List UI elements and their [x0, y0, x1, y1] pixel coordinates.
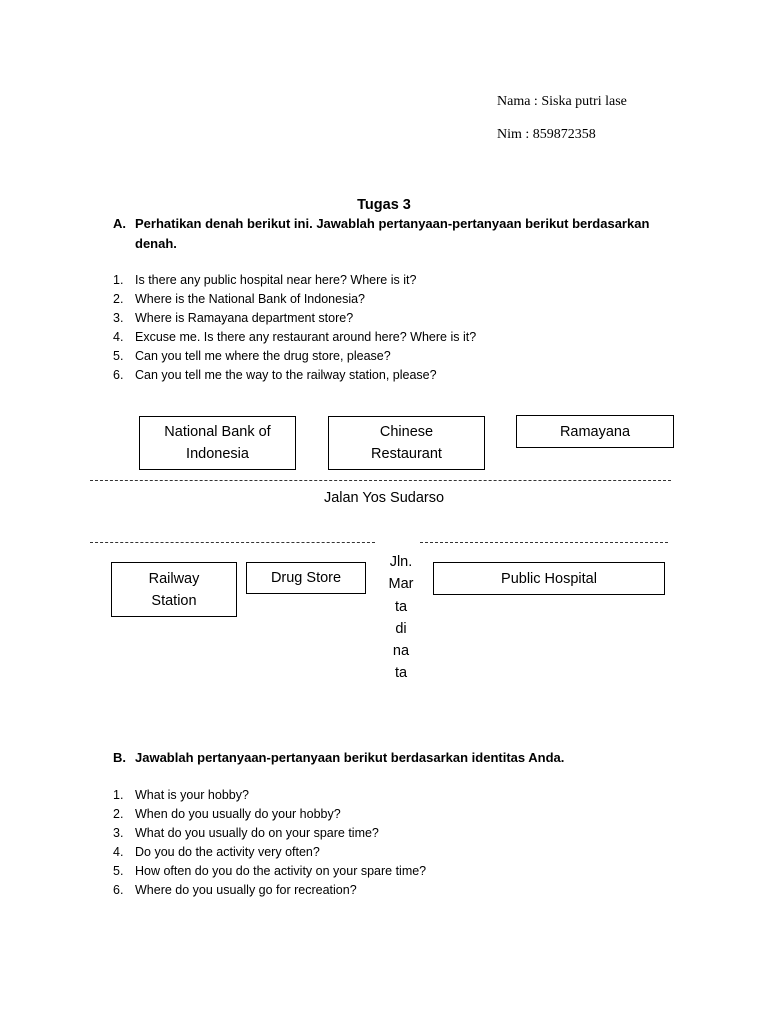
list-item-number: 2. [113, 807, 124, 821]
map-drug-store-label: Drug Store [270, 570, 342, 586]
map-railway-station-label-line1: Railway [148, 570, 200, 587]
list-item-text: How often do you do the activity on your spare time? [135, 864, 427, 878]
list-item-text: Is there any public hospital near here? Where is it? [135, 273, 417, 287]
side-street-label-part: Mar [388, 576, 414, 593]
map-ramayana-label: Ramayana [559, 423, 631, 440]
list-item-number: 4. [113, 330, 124, 344]
section-b-letter: B. [113, 750, 126, 765]
list-item-number: 1. [113, 273, 124, 287]
section-b-instruction: Jawablah pertanyaan-pertanyaan berikut berdasarkan identitas Anda. [135, 750, 565, 765]
side-street-label-part: Jln. [389, 554, 413, 570]
map-chinese-restaurant-label-line1: Chinese [379, 424, 434, 440]
section-a-instruction-line2: denah. [135, 236, 177, 251]
list-item-number: 2. [113, 292, 124, 306]
section-a-instruction-line1: Perhatikan denah berikut ini. Jawablah pertanyaan-pertanyaan berikut berdasarkan [135, 216, 650, 231]
section-a-letter: A. [113, 216, 126, 231]
list-item-text: Excuse me. Is there any restaurant around here? Where is it? [135, 330, 477, 344]
side-street-label-part: ta [394, 665, 408, 682]
list-item-text: Do you do the activity very often? [135, 845, 320, 859]
map-public-hospital [433, 562, 665, 595]
side-street-label-part: na [392, 643, 410, 660]
map-ramayana [516, 415, 674, 448]
side-street-label-part: ta [394, 598, 408, 615]
map-national-bank-label-line2: Indonesia [186, 446, 249, 462]
street-edge-top [90, 480, 671, 481]
list-item-text: Where is the National Bank of Indonesia? [135, 292, 365, 306]
list-item-number: 5. [113, 349, 124, 363]
list-item-number: 3. [113, 826, 124, 840]
list-item-text: What is your hobby? [135, 788, 249, 802]
map-railway-station [111, 562, 237, 617]
list-item-text: Where do you usually go for recreation? [135, 883, 357, 897]
list-item-number: 5. [113, 864, 124, 878]
list-item-number: 6. [113, 883, 124, 897]
map-national-bank [139, 416, 296, 470]
side-street-label [380, 551, 422, 685]
street-edge-bottom-right [420, 542, 668, 543]
map-drug-store [246, 562, 366, 594]
map-railway-station-label-line2: Station [151, 592, 197, 609]
list-item-number: 4. [113, 845, 124, 859]
side-street-label-part: di [395, 620, 407, 637]
street-label: Jalan Yos Sudarso [323, 490, 445, 506]
map-public-hospital-label: Public Hospital [501, 570, 597, 587]
map-national-bank-label-line1: National Bank of [164, 424, 271, 440]
list-item-text: Where is Ramayana department store? [135, 311, 354, 325]
map-chinese-restaurant-label-line2: Restaurant [371, 446, 442, 462]
list-item-text: Can you tell me where the drug store, please? [135, 349, 391, 363]
student-name: Nama : Siska putri lase [497, 94, 627, 109]
student-nim: Nim : 859872358 [497, 127, 596, 142]
list-item-text: Can you tell me the way to the railway station, please? [135, 368, 437, 382]
list-item-number: 6. [113, 368, 124, 382]
street-edge-bottom-left [90, 542, 375, 543]
list-item-text: When do you usually do your hobby? [135, 807, 341, 821]
list-item-text: What do you usually do on your spare time? [135, 826, 379, 840]
map-chinese-restaurant [328, 416, 485, 470]
list-item-number: 1. [113, 788, 124, 802]
page-title: Tugas 3 [357, 197, 411, 213]
list-item-number: 3. [113, 311, 124, 325]
